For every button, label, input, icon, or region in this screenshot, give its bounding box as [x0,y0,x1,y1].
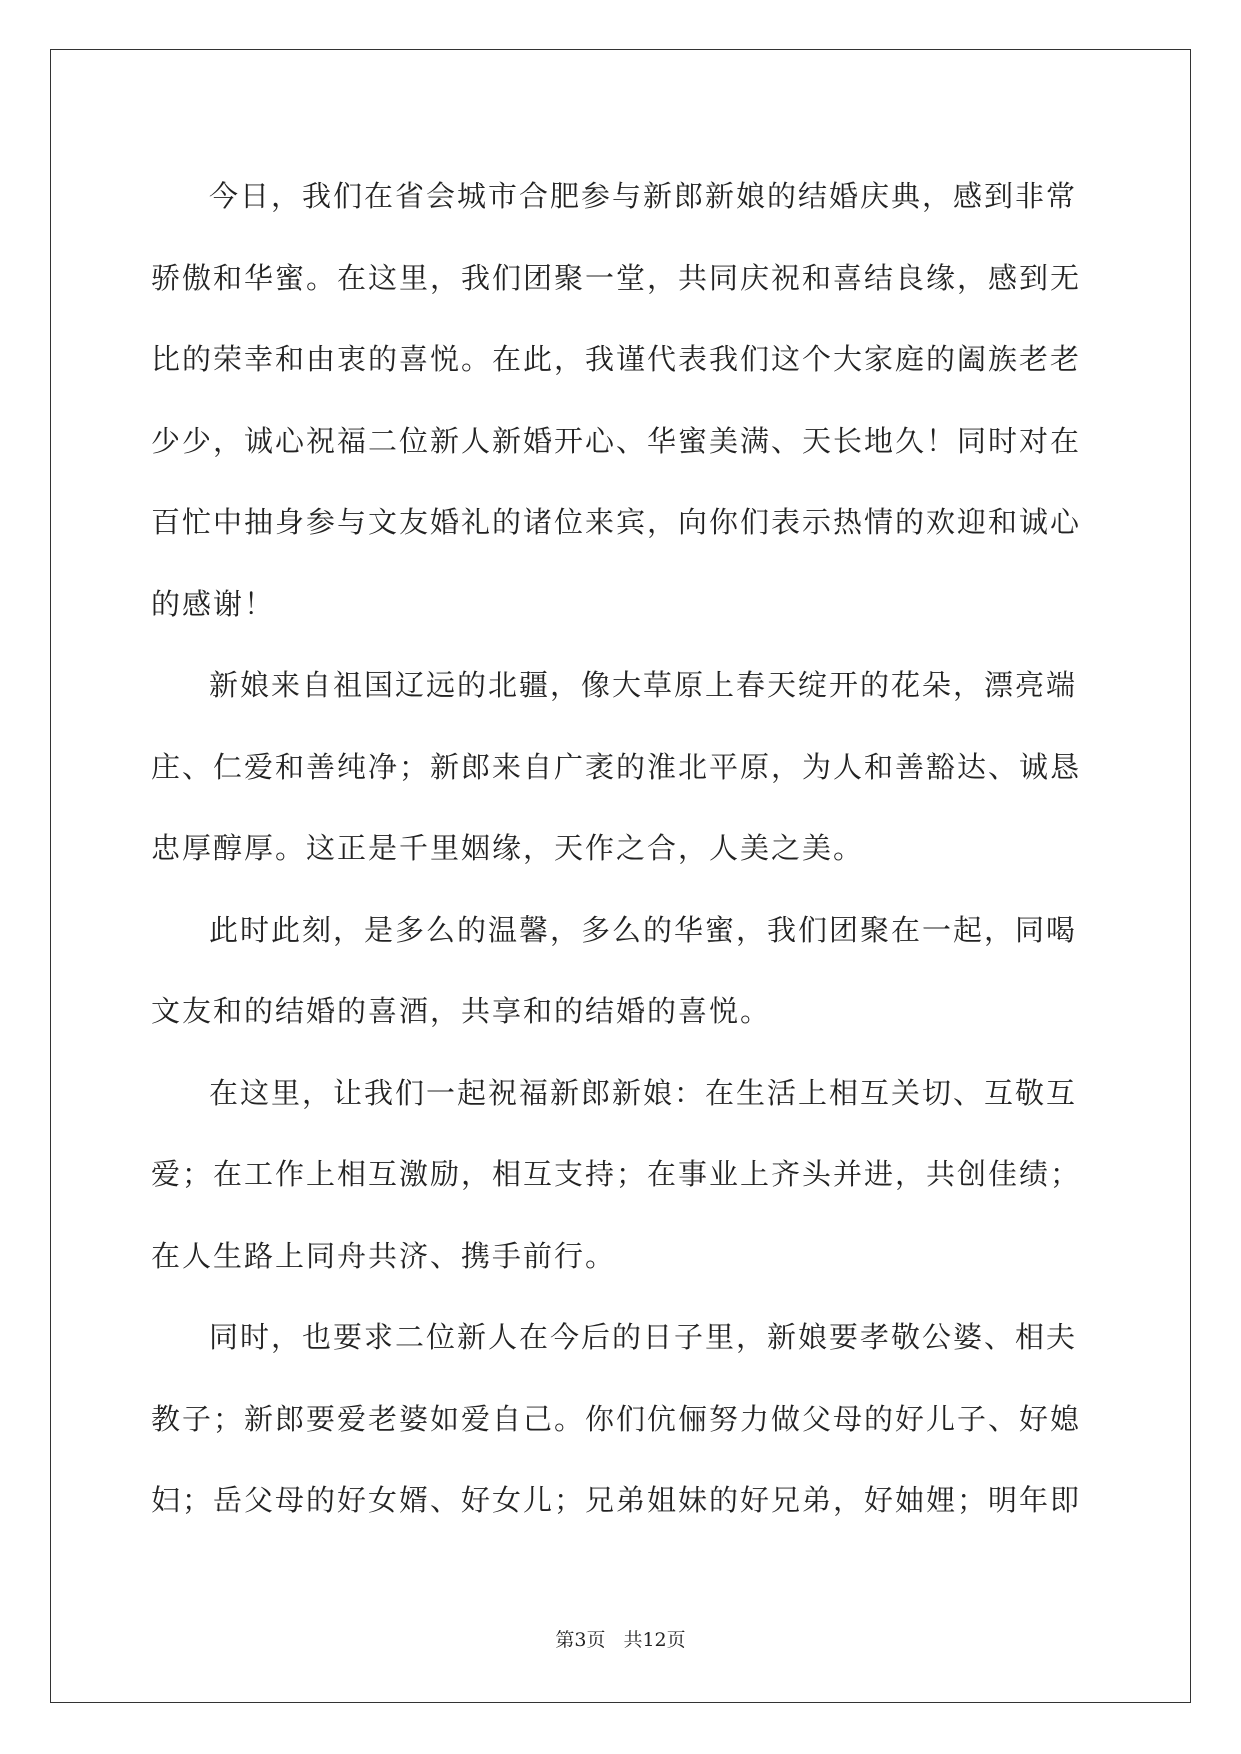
paragraph-4 [151,1053,1091,1298]
text-line: 百忙中抽身参与文友婚礼的诸位来宾，向你们表示热情的欢迎和诚心 [151,505,1082,539]
text-line: 文友和的结婚的喜酒，共享和的结婚的喜悦。 [151,994,772,1028]
page-total: 共12页 [623,1629,686,1651]
page-number: 第3页 [555,1629,606,1651]
text-line: 同时，也要求二位新人在今后的日子里，新娘要孝敬公婆、相夫 [209,1320,1078,1354]
text-line: 在这里，让我们一起祝福新郎新娘：在生活上相互关切、互敬互 [209,1075,1078,1110]
paragraph-5 [151,1297,1091,1542]
text-line: 的感谢！ [151,586,276,621]
text-line: 比的荣幸和由衷的喜悦。在此，我谨代表我们这个大家庭的阖族老老 [151,342,1082,376]
paragraph-1 [151,156,1091,645]
text-line: 庄、仁爱和善纯净；新郎来自广袤的淮北平原，为人和善豁达、诚恳 [151,749,1082,784]
text-line: 此时此刻，是多么的温馨，多么的华蜜，我们团聚在一起，同喝 [209,912,1078,947]
text-line: 忠厚醇厚。这正是千里姻缘，天作之合，人美之美。 [151,831,865,865]
page-footer [0,1625,1241,1652]
text-line: 骄傲和华蜜。在这里，我们团聚一堂，共同庆祝和喜结良缘，感到无 [151,260,1082,295]
paragraph-2 [151,645,1091,890]
text-line: 教子；新郎要爱老婆如爱自己。你们伉俪努力做父母的好儿子、好媳 [151,1401,1082,1436]
text-line: 爱；在工作上相互激励，相互支持；在事业上齐头并进，共创佳绩； [151,1157,1082,1191]
text-line: 在人生路上同舟共济、携手前行。 [151,1238,617,1273]
text-line: 妇；岳父母的好女婿、好女儿；兄弟姐妹的好兄弟，好妯娌；明年即 [151,1483,1082,1517]
paragraph-3 [151,890,1091,1053]
text-line: 今日，我们在省会城市合肥参与新郎新娘的结婚庆典，感到非常 [209,179,1078,213]
text-line: 少少，诚心祝福二位新人新婚开心、华蜜美满、天长地久！同时对在 [151,423,1082,458]
document-body [151,156,1091,1542]
text-line: 新娘来自祖国辽远的北疆，像大草原上春天绽开的花朵，漂亮端 [209,668,1078,702]
